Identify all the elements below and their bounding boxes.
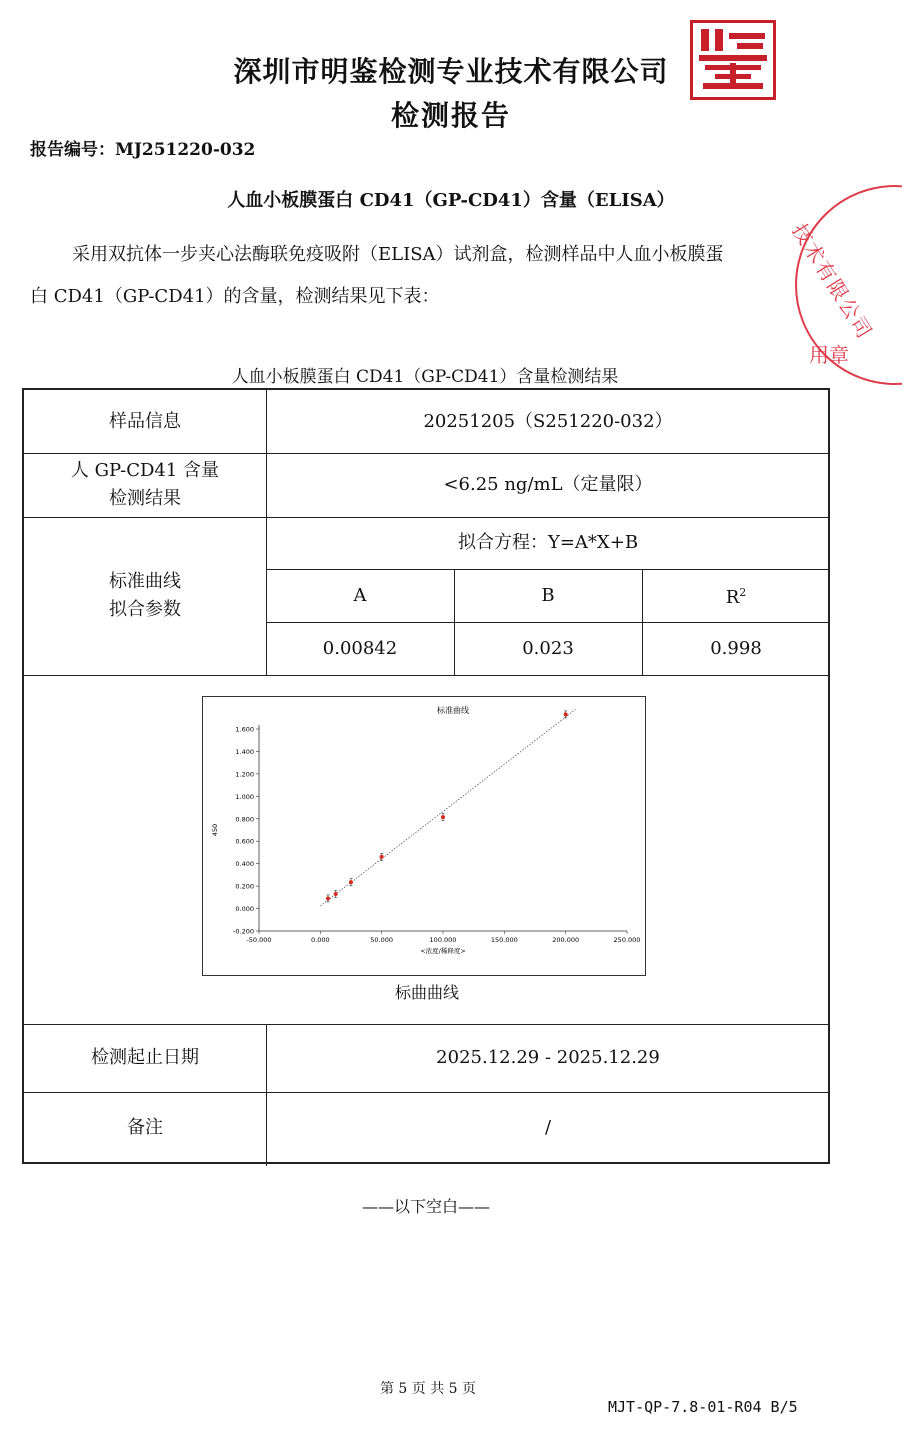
y-tick-label: 1.200 [235,770,254,779]
y-tick-label: 1.400 [235,747,254,756]
y-tick-label: 0.800 [235,815,254,824]
fit-label-line-1: 标准曲线 [109,571,181,592]
x-tick-label: 150.000 [490,936,518,944]
company-logo-icon [690,20,776,100]
data-point [326,896,330,900]
remark-value: / [544,1117,552,1138]
param-value-r2: 0.998 [710,637,762,659]
y-tick-label: 1.600 [235,725,254,734]
data-point [349,880,353,884]
r2-superscript: 2 [739,586,747,599]
y-tick-label: 0.000 [235,905,254,914]
stamp-text-seal: 用章 [809,343,849,367]
fit-equation: 拟合方程：Y=A*X+B [457,532,639,553]
x-tick-label: 50.000 [370,936,394,944]
param-header-b: B [541,584,555,606]
param-header-r2: $R^2$ [725,586,747,608]
chart-title: 标准曲线 [437,706,469,715]
intro-line-1: 采用双抗体一步夹心法酶联免疫吸附（ELISA）试剂盒，检测样品中人血小板膜蛋 [72,244,724,265]
report-number-label: 报告编号： [30,140,115,160]
assay-title: 人血小板膜蛋白 CD41（GP-CD41）含量（ELISA） [227,190,675,211]
x-tick-label: -50.000 [246,936,272,944]
stamp-text-company: 技术有限公司 [787,219,878,344]
y-tick-label: 0.200 [235,882,254,891]
y-tick-label: -0.200 [233,927,254,936]
report-number-value: MJ251220-032 [115,140,256,160]
standard-curve-svg [203,697,645,975]
form-code: MJT-QP-7.8-01-R04 B/5 [608,1398,798,1416]
x-axis-label: <浓度/稀释度> [420,947,466,955]
test-date-label: 检测起止日期 [91,1047,199,1068]
chart-caption: 标曲曲线 [394,983,459,1002]
page-number: 第 5 页 共 5 页 [379,1381,477,1397]
result-label-line-1: 人 GP-CD41 含量 [70,460,220,481]
fit-line [320,709,575,906]
data-point [441,815,445,819]
remark-label: 备注 [127,1117,163,1138]
data-point [564,712,568,716]
intro-line-2: 白 CD41（GP-CD41）的含量，检测结果见下表： [30,286,440,307]
fit-label-line-2: 拟合参数 [109,599,181,620]
sample-info-value: 20251205（S251220-032） [423,410,673,432]
data-point [334,892,338,896]
x-tick-label: 250.000 [613,936,641,944]
y-axis-label: 450 [211,823,219,837]
y-tick-label: 0.400 [235,860,254,869]
param-header-a: A [353,584,367,606]
company-name: 深圳市明鉴检测专业技术有限公司 [233,55,669,88]
param-value-b: 0.023 [522,637,574,659]
standard-curve-chart [202,696,646,976]
company-seal-stamp [787,185,902,385]
table-caption: 人血小板膜蛋白 CD41（GP-CD41）含量检测结果 [231,367,619,387]
results-table [22,388,830,1164]
document-type: 检测报告 [390,99,511,132]
end-of-content-note: ——以下空白—— [361,1197,490,1216]
fit-params-label [24,517,266,675]
result-value: <6.25 ng/mL（定量限） [443,474,653,495]
x-tick-label: 0.000 [311,936,330,944]
report-number [30,135,255,160]
y-tick-label: 1.000 [235,792,254,801]
result-label [24,453,266,517]
param-value-a: 0.00842 [322,637,398,659]
data-point [380,855,384,859]
x-tick-label: 100.000 [429,936,457,944]
y-tick-label: 0.600 [235,837,254,846]
sample-info-label: 样品信息 [109,410,181,432]
x-tick-label: 200.000 [552,936,580,944]
result-label-line-2: 检测结果 [109,488,181,509]
test-date-value: 2025.12.29 - 2025.12.29 [436,1047,660,1068]
